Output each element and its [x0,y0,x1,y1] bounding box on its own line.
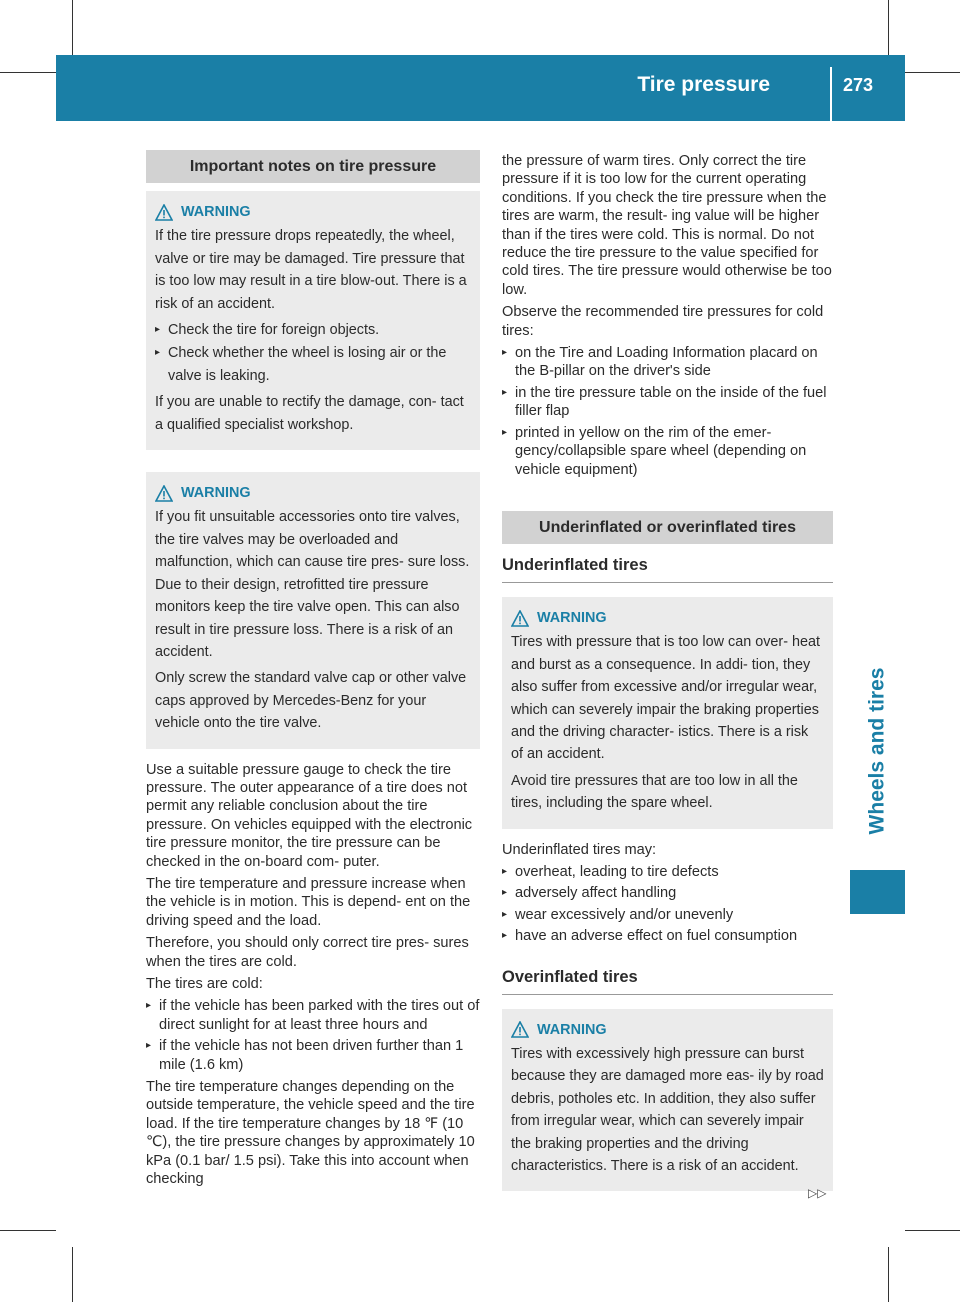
warning-triangle-icon [155,204,173,221]
list-item: ▸ if the vehicle has not been driven further than 1 mile (1.6 km) [146,1037,480,1074]
subsection-title: Overinflated tires [502,962,833,995]
crop-mark [0,72,56,73]
warning-triangle-icon [155,485,173,502]
list-item: ▸ overheat, leading to tire defects [502,863,833,881]
warning-text: Tires with pressure that is too low can over- heat and burst as a consequence. In addi- tion, they also suffer from excessive and/or irregular wear, which can severely impair the braking properties and the driving character- istics. There is a risk of an accident. [511,634,820,763]
crop-mark [72,0,73,55]
body-text: The tires are cold: [146,976,263,992]
cold-conditions-list [146,997,480,1074]
body-text: the pressure of warm tires. Only correct the tire pressure if it is too low for the current operating conditions. If you check the tire pressure when the tires are warm, the result- ing value will be higher than if the tires were cold. This is normal. Do not reduce the tire pressure to the value specified for cold tires. The tire pressure would otherwise be too low. [502,153,832,298]
section-title: Underinflated or overinflated tires [502,511,833,544]
body-text: Underinflated tires may: [502,841,657,858]
list-item: ▸ Check the tire for foreign objects. [155,319,471,341]
warning-title: WARNING [155,201,471,223]
warning-box [502,597,833,829]
list-item: ▸ adversely affect handling [502,884,833,902]
crop-mark [905,1230,960,1231]
warning-title: WARNING [155,482,471,504]
list-item: ▸ if the vehicle has been parked with the tires out of direct sunlight for at least three hours and [146,997,480,1034]
continue-arrows-icon: ▷▷ [808,1186,827,1200]
left-column [146,150,480,1192]
crop-mark [888,1247,889,1302]
crop-mark [0,1230,56,1231]
page-title: Tire pressure [637,73,770,96]
underinflated-effects-list [502,863,833,946]
warning-text: If the tire pressure drops repeatedly, the wheel, valve or tire may be damaged. Tire pressure that is too low may result in a tire blow-out. There is a risk of an accident. [155,228,467,312]
warning-triangle-icon [511,1021,529,1038]
right-column [502,152,833,1191]
body-text: The tire temperature and pressure increase when the vehicle is in motion. This is depend- ent on the driving speed and the load. [146,875,471,929]
warning-text: Only screw the standard valve cap or other valve caps approved by Mercedes-Benz for your vehicle onto the tire valve. [155,670,467,732]
chapter-tab-label: Wheels and tires [865,667,889,835]
body-text: Use a suitable pressure gauge to check the tire pressure. The outer appearance of a tire does not permit any reliable conclusion about the tire pressure. On vehicles equipped with the electronic tire pressure monitor, the tire pressure can be checked in the on-board com- puter. [146,761,473,870]
list-item: ▸ Check whether the wheel is losing air or the valve is leaking. [155,342,471,387]
list-item: ▸ in the tire pressure table on the inside of the fuel filler flap [502,384,833,421]
warning-title: WARNING [511,1019,824,1041]
warning-list [155,319,471,387]
crop-mark [905,72,960,73]
header-bar [56,55,905,121]
section-title: Important notes on tire pressure [146,150,480,183]
crop-mark [888,0,889,55]
warning-text: If you fit unsuitable accessories onto tire valves, the tire valves may be overloaded and malfunction, which can cause tire pres- sure loss. Due to their design, retrofitted tire pressure monitors keep the tire valve open. This can also result in tire pressure loss. There is a risk of an accident. [155,509,470,660]
body-text: Observe the recommended tire pressures for cold tires: [502,304,824,339]
header-divider [830,67,832,121]
warning-text: Avoid tire pressures that are too low in all the tires, including the spare wheel. [511,772,798,812]
body-text: Therefore, you should only correct tire pres- sures when the tires are cold. [146,935,469,970]
chapter-tab [850,635,905,867]
crop-mark [72,1247,73,1302]
body-text: The tire temperature changes depending on the outside temperature, the vehicle speed and the tire load. If the tire temperature changes by 18 ℉ (10 ℃), the tire pressure changes by approximately 10 kPa (0.1 bar/ 1.5 psi). Take this into account when checking [146,1079,475,1188]
subsection-title: Underinflated tires [502,550,833,583]
list-item: ▸ on the Tire and Loading Information placard on the B-pillar on the driver's side [502,344,833,381]
warning-text: Tires with excessively high pressure can burst because they are damaged more eas- ily by road debris, potholes etc. In addition, they also suffer from irregular wear, which can severely impair the braking properties and the driving characteristics. There is a risk of an accident. [511,1046,824,1175]
warning-box [502,1009,833,1192]
chapter-marker-block [850,870,905,914]
list-item: ▸ wear excessively and/or unevenly [502,906,833,924]
list-item: ▸ have an adverse effect on fuel consumption [502,927,833,945]
list-item: ▸ printed in yellow on the rim of the emer- gency/collapsible spare wheel (depending on vehicle equipment) [502,424,833,479]
warning-title: WARNING [511,607,824,629]
recommended-pressure-list [502,344,833,479]
warning-box [146,191,480,450]
warning-triangle-icon [511,610,529,627]
warning-text: If you are unable to rectify the damage, con- tact a qualified specialist workshop. [155,394,464,433]
page-number: 273 [843,75,874,95]
warning-box [146,472,480,748]
